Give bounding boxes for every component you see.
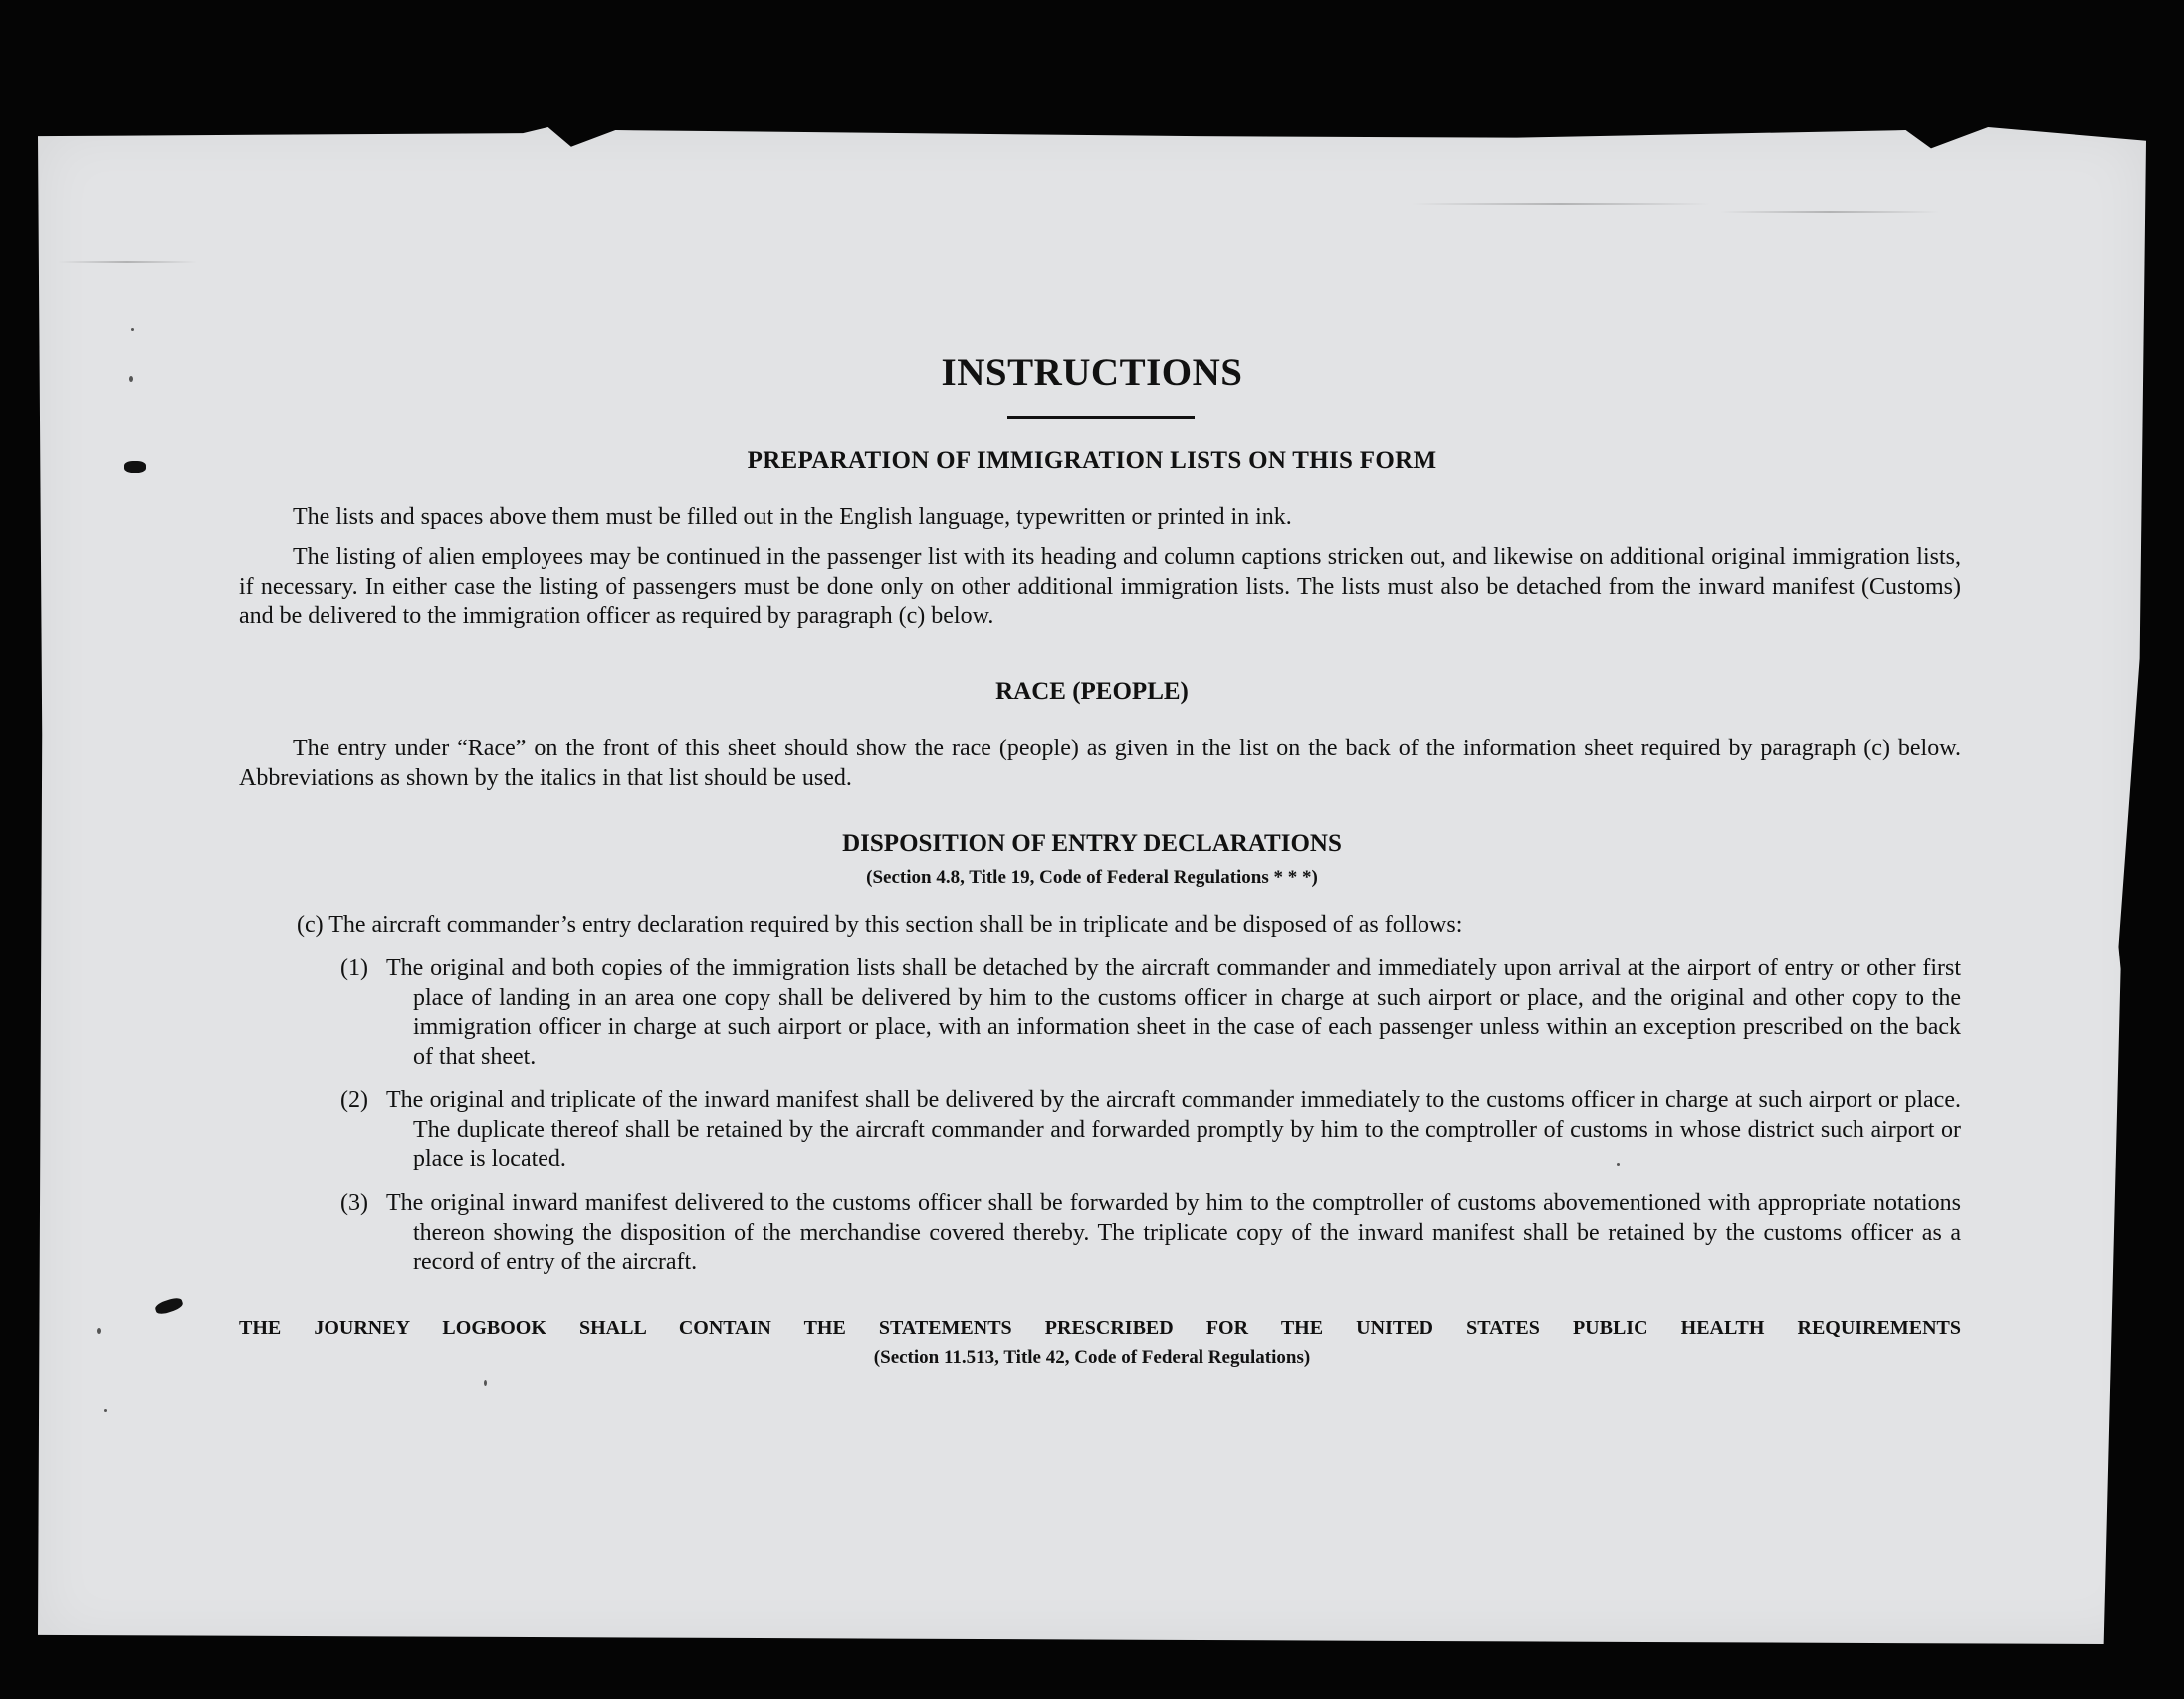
- speck: [484, 1380, 487, 1386]
- speck: [131, 328, 134, 331]
- paragraph-entry-declaration: (c) The aircraft commander’s entry declaration required by this section shall be in triplicate and be disposed of as follows:: [297, 912, 1463, 938]
- ink-mark: [124, 461, 146, 473]
- paper-smudge: [1412, 203, 1710, 205]
- paragraph-alien-employees: The listing of alien employees may be continued in the passenger list with its heading and column captions stricken out, and likewise on additional original immigration lists, if necessary. In either case the listing of passengers must be done only on other additional immigration lists. The lists must also be detached from the inward manifest (Customs) and be delivered to the immigration officer as required by paragraph (c) below.: [239, 544, 1961, 629]
- paragraph-race: The entry under “Race” on the front of this sheet should show the race (people) as given in the list on the back of the information sheet required by paragraph (c) below. Abbreviations as shown by the italics in that list should be used.: [239, 736, 1961, 791]
- list-item-number: (3): [340, 1190, 368, 1216]
- footer-citation: (Section 11.513, Title 42, Code of Federal Regulations): [873, 1347, 1311, 1368]
- speck: [97, 1328, 101, 1334]
- list-item: [340, 1086, 1961, 1174]
- section-heading-preparation: PREPARATION OF IMMIGRATION LISTS ON THIS FORM: [747, 447, 1437, 474]
- list-item-number: (2): [340, 1087, 368, 1113]
- page-title: INSTRUCTIONS: [941, 351, 1243, 394]
- speck: [129, 376, 133, 382]
- list-item-text: The original and both copies of the immigration lists shall be detached by the aircraft commander and immediately upon arrival at the airport of entry or other first place of landing in an area one copy shall be delivered by him to the customs officer in charge at such airport or place, and the original and other copy to the immigration officer in charge at such airport or place, with an information sheet in the case of each passenger unless within an exception prescribed on the back of that sheet.: [386, 956, 1961, 1070]
- list-item-number: (1): [340, 956, 368, 981]
- footer-statement: THE JOURNEY LOGBOOK SHALL CONTAIN THE STATEMENTS PRESCRIBED FOR THE UNITED STATES PUBLIC HEALTH REQUIREMENTS: [239, 1317, 1961, 1339]
- speck: [1617, 1163, 1620, 1166]
- list-item-text: The original inward manifest delivered to the customs officer shall be forwarded by him to the comptroller of customs abovementioned with appropriate notations thereon showing the disposition of the merchandise covered thereby. The triplicate copy of the inward manifest shall be retained by the customs officer as a record of entry of the aircraft.: [386, 1190, 1961, 1275]
- list-item: [340, 955, 1961, 1072]
- paper-smudge: [1720, 211, 1939, 213]
- section-heading-race: RACE (PEOPLE): [995, 678, 1189, 705]
- section-heading-disposition: DISPOSITION OF ENTRY DECLARATIONS: [842, 830, 1342, 857]
- section-citation-disposition: (Section 4.8, Title 19, Code of Federal Regulations * * *): [866, 867, 1318, 888]
- title-underline: [1007, 416, 1195, 419]
- speck: [104, 1409, 107, 1412]
- paper-smudge: [58, 261, 197, 263]
- list-item-text: The original and triplicate of the inward manifest shall be delivered by the aircraft commander immediately to the customs officer in charge at such airport or place. The duplicate thereof shall be retained by the aircraft commander and forwarded promptly by him to the comptroller of customs in whose district such airport or place is located.: [386, 1087, 1961, 1171]
- paragraph-language: The lists and spaces above them must be filled out in the English language, typewritten or printed in ink.: [293, 504, 1292, 530]
- list-item: [340, 1189, 1961, 1278]
